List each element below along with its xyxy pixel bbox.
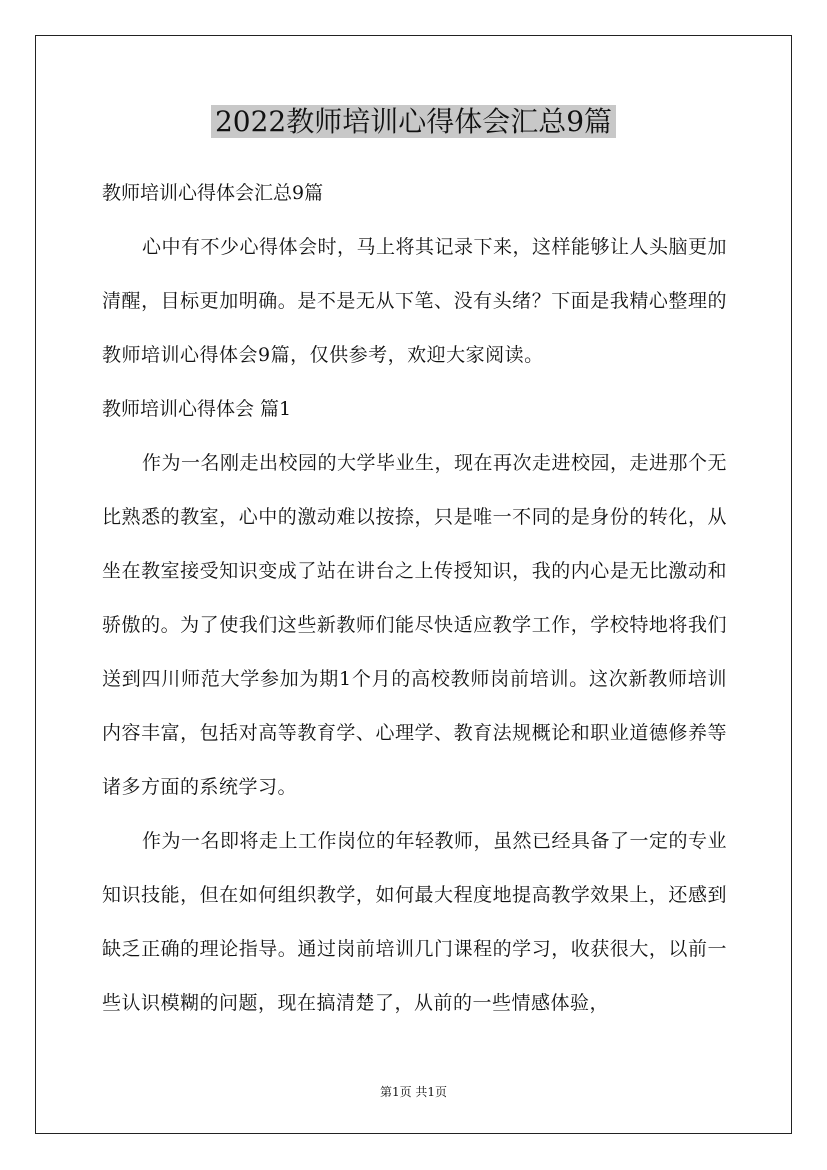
body-paragraph-2: 作为一名即将走上工作岗位的年轻教师，虽然已经具备了一定的专业知识技能，但在如何组织教学，如何最大程度地提高教学效果上，还感到缺乏正确的理论指导。通过岗前培训几门课程的学习，收获很大，以前一些认识模糊的问题，现在搞清楚了，从前的一些情感体验， bbox=[102, 830, 728, 1014]
document-subtitle: 教师培训心得体会汇总9篇 bbox=[102, 182, 324, 204]
section-heading: 教师培训心得体会 篇1 bbox=[102, 398, 292, 420]
document-title bbox=[0, 100, 827, 144]
page-footer: 第1页 共1页 bbox=[379, 1085, 448, 1099]
intro-paragraph: 心中有不少心得体会时，马上将其记录下来，这样能够让人头脑更加清醒，目标更加明确。是不是无从下笔、没有头绪？下面是我精心整理的教师培训心得体会9篇，仅供参考，欢迎大家阅读。 bbox=[102, 236, 728, 366]
document-title-text: 2022教师培训心得体会汇总9篇 bbox=[211, 105, 616, 138]
document-body bbox=[102, 166, 727, 1030]
body-paragraph-1: 作为一名刚走出校园的大学毕业生，现在再次走进校园，走进那个无比熟悉的教室，心中的激动难以按捺，只是唯一不同的是身份的转化，从坐在教室接受知识变成了站在讲台之上传授知识，我的内心是无比激动和骄傲的。为了使我们这些新教师们能尽快适应教学工作，学校特地将我们送到四川师范大学参加为期1个月的高校教师岗前培训。这次新教师培训内容丰富，包括对高等教育学、心理学、教育法规概论和职业道德修养等诸多方面的系统学习。 bbox=[102, 452, 728, 798]
